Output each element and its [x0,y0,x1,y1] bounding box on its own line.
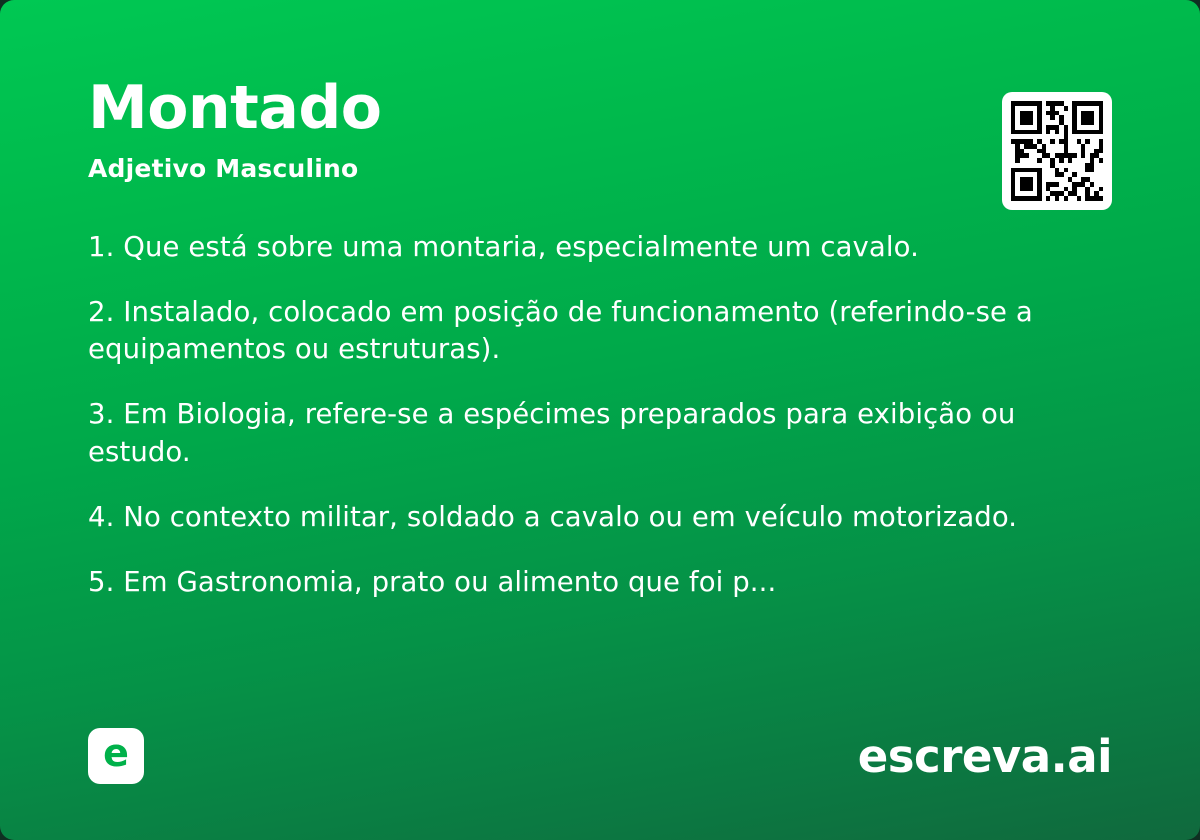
list-item: 2. Instalado, colocado em posição de funcionamento (referindo-se a equipamentos ou estruturas). [88,296,1033,366]
list-item: 3. Em Biologia, refere-se a espécimes preparados para exibição ou estudo. [88,398,1016,468]
logo-letter: e [103,731,129,775]
definition-list [88,229,1098,601]
card-footer [88,728,1112,784]
list-item: 1. Que está sobre uma montaria, especialmente um cavalo. [88,231,919,263]
qr-code-matrix [1011,101,1103,201]
logo-icon [88,728,144,784]
qr-code-icon[interactable] [1002,92,1112,210]
brand-wordmark: escreva.ai [857,729,1112,783]
list-item: 4. No contexto militar, soldado a cavalo ou em veículo motorizado. [88,500,1018,533]
card-content [88,73,1112,601]
word-class-label: Adjetivo Masculino [88,154,359,183]
list-item: 5. Em Gastronomia, prato ou alimento que foi p... [88,565,777,598]
page-title: Montado [88,73,382,143]
